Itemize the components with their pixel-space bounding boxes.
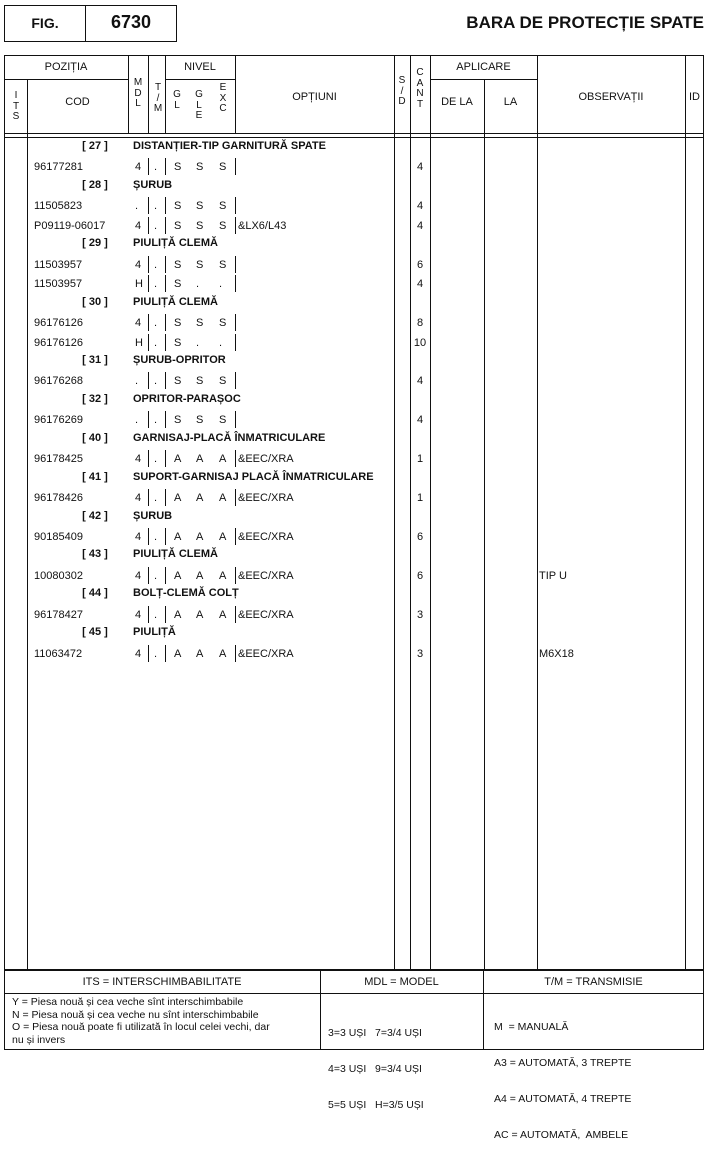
quantity-value: 4: [416, 375, 424, 387]
group-position: [ 45 ]: [82, 626, 108, 638]
legend-mdl-title: MDL = MODEL: [364, 976, 439, 988]
part-code: 11063472: [34, 648, 83, 660]
quantity-value: 6: [416, 570, 424, 582]
tm-value: .: [154, 161, 158, 173]
quantity-value: 4: [416, 200, 424, 212]
gle-value: S: [196, 161, 204, 173]
group-name: PIULIȚĂ CLEMĂ: [133, 548, 218, 560]
tm-value: .: [154, 453, 158, 465]
quantity-value: 10: [413, 337, 427, 349]
legend-mdl-text: 3=3 UȘI 7=3/4 UȘI 4=3 UȘI 9=3/4 UȘI 5=5 UȘI H=3/5 UȘI: [328, 1027, 424, 1111]
col-header-gle: G L E: [195, 89, 203, 121]
mdl-value: 4: [135, 220, 142, 232]
gl-value: S: [174, 375, 182, 387]
group-name: OPRITOR-PARAȘOC: [133, 393, 241, 405]
gle-value: A: [196, 453, 204, 465]
part-code: 90185409: [34, 531, 83, 543]
exc-value: A: [219, 609, 227, 621]
option-value: &LX6/L43: [238, 220, 287, 232]
group-position: [ 30 ]: [82, 296, 108, 308]
observation-value: TIP U: [539, 570, 567, 582]
tm-value: .: [154, 337, 158, 349]
mdl-value: .: [135, 200, 139, 212]
legend-tm-text: M = MANUALĂ A3 = AUTOMATĂ, 3 TREPTE A4 = AUTOMATĂ, 4 TREPTE AC = AUTOMATĂ, AMBELE: [494, 1021, 632, 1141]
part-code: 96176268: [34, 375, 83, 387]
exc-value: A: [219, 648, 227, 660]
gl-value: S: [174, 161, 182, 173]
gle-value: A: [196, 492, 204, 504]
tm-value: .: [154, 492, 158, 504]
tm-value: .: [154, 317, 158, 329]
gl-value: S: [174, 278, 182, 290]
gle-value: .: [196, 278, 200, 290]
part-code: 96176126: [34, 337, 83, 349]
group-position: [ 32 ]: [82, 393, 108, 405]
part-code: 11505823: [34, 200, 83, 212]
gl-value: A: [174, 531, 182, 543]
tm-value: .: [154, 375, 158, 387]
gle-value: A: [196, 531, 204, 543]
group-position: [ 29 ]: [82, 237, 108, 249]
group-name: SUPORT-GARNISAJ PLACĂ ÎNMATRICULARE: [133, 471, 374, 483]
group-name: ȘURUB: [133, 510, 173, 522]
col-header-gl: G L: [173, 89, 181, 111]
gle-value: S: [196, 317, 204, 329]
part-code: 96178427: [34, 609, 83, 621]
col-header-its: I T S: [12, 90, 20, 122]
mdl-value: 4: [135, 453, 142, 465]
col-header-exc: E X C: [219, 82, 227, 114]
part-code: 96176126: [34, 317, 83, 329]
mdl-value: 4: [135, 259, 142, 271]
legend-its-text: Y = Piesa nouă și cea veche sînt interschimbabile N = Piesa nouă și cea veche nu sînt interschimbabile O = Piesa nouă poate fi utilizată în locul celei vechi, dar nu și invers: [12, 996, 270, 1046]
group-position: [ 43 ]: [82, 548, 108, 560]
gle-value: S: [196, 414, 204, 426]
col-header-nivel: NIVEL: [184, 61, 216, 73]
gl-value: S: [174, 337, 182, 349]
group-position: [ 42 ]: [82, 510, 108, 522]
gle-value: .: [196, 337, 200, 349]
option-value: &EEC/XRA: [238, 648, 294, 660]
group-name: PIULIȚĂ: [133, 626, 176, 638]
header-bottom-rule: [4, 133, 704, 134]
option-value: &EEC/XRA: [238, 609, 294, 621]
col-header-tm: T / M: [153, 82, 163, 114]
col-header-optiuni: OPȚIUNI: [292, 91, 337, 103]
gle-value: S: [196, 259, 204, 271]
tm-value: .: [154, 220, 158, 232]
group-name: PIULIȚĂ CLEMĂ: [133, 237, 218, 249]
group-name: GARNISAJ-PLACĂ ÎNMATRICULARE: [133, 432, 326, 444]
exc-value: S: [219, 317, 227, 329]
fig-number: 6730: [110, 12, 152, 32]
gle-value: A: [196, 609, 204, 621]
gle-value: S: [196, 375, 204, 387]
tm-value: .: [154, 278, 158, 290]
exc-value: S: [219, 414, 227, 426]
exc-value: S: [219, 200, 227, 212]
col-header-pozitia: POZIȚIA: [44, 61, 88, 73]
mdl-value: .: [135, 414, 139, 426]
page-title: BARA DE PROTECȚIE SPATE: [466, 13, 704, 32]
tm-value: .: [154, 259, 158, 271]
group-position: [ 41 ]: [82, 471, 108, 483]
gle-value: A: [196, 570, 204, 582]
tm-value: .: [154, 609, 158, 621]
part-code: 96178426: [34, 492, 83, 504]
gl-value: S: [174, 414, 182, 426]
part-code: 11503957: [34, 259, 83, 271]
col-header-id: ID: [689, 91, 700, 103]
mdl-value: H: [135, 337, 143, 349]
tm-value: .: [154, 570, 158, 582]
part-code: 96176269: [34, 414, 83, 426]
quantity-value: 3: [416, 609, 424, 621]
col-header-cod: COD: [65, 96, 90, 108]
fig-label: FIG.: [31, 15, 59, 31]
part-code: 96178425: [34, 453, 83, 465]
exc-value: S: [219, 161, 227, 173]
mdl-value: H: [135, 278, 143, 290]
mdl-value: 4: [135, 492, 142, 504]
group-name: BOLȚ-CLEMĂ COLȚ: [133, 587, 239, 599]
exc-value: S: [219, 220, 227, 232]
exc-value: .: [219, 278, 223, 290]
group-name: PIULIȚĂ CLEMĂ: [133, 296, 218, 308]
tm-value: .: [154, 648, 158, 660]
part-code: 10080302: [34, 570, 83, 582]
group-position: [ 31 ]: [82, 354, 108, 366]
group-position: [ 27 ]: [82, 140, 108, 152]
col-header-sd: S / D: [398, 75, 406, 107]
gle-value: S: [196, 200, 204, 212]
option-value: &EEC/XRA: [238, 570, 294, 582]
quantity-value: 4: [416, 220, 424, 232]
tm-value: .: [154, 414, 158, 426]
legend-its-title: ITS = INTERSCHIMBABILITATE: [82, 976, 242, 988]
mdl-value: 4: [135, 570, 142, 582]
gle-value: S: [196, 220, 204, 232]
gl-value: S: [174, 220, 182, 232]
mdl-value: 4: [135, 609, 142, 621]
gl-value: S: [174, 259, 182, 271]
tm-value: .: [154, 200, 158, 212]
gle-value: A: [196, 648, 204, 660]
exc-value: S: [219, 259, 227, 271]
mdl-value: 4: [135, 161, 142, 173]
quantity-value: 6: [416, 531, 424, 543]
gl-value: A: [174, 492, 182, 504]
part-code: 11503957: [34, 278, 83, 290]
gl-value: S: [174, 200, 182, 212]
col-header-cant: C A N T: [416, 67, 424, 110]
group-position: [ 44 ]: [82, 587, 108, 599]
part-code: 96177281: [34, 161, 83, 173]
quantity-value: 8: [416, 317, 424, 329]
group-name: ȘURUB-OPRITOR: [133, 354, 226, 366]
quantity-value: 4: [416, 161, 424, 173]
gl-value: A: [174, 453, 182, 465]
gl-value: S: [174, 317, 182, 329]
part-code: P09119-06017: [34, 220, 106, 232]
quantity-value: 6: [416, 259, 424, 271]
mdl-value: 4: [135, 531, 142, 543]
quantity-value: 4: [416, 414, 424, 426]
group-name: ȘURUB: [133, 179, 173, 191]
mdl-value: 4: [135, 648, 142, 660]
exc-value: S: [219, 375, 227, 387]
gl-value: A: [174, 648, 182, 660]
col-header-de-la: DE LA: [441, 96, 473, 108]
exc-value: A: [219, 531, 227, 543]
exc-value: A: [219, 570, 227, 582]
mdl-value: .: [135, 375, 139, 387]
gl-value: A: [174, 570, 182, 582]
col-header-aplicare: APLICARE: [456, 61, 511, 73]
tm-value: .: [154, 531, 158, 543]
option-value: &EEC/XRA: [238, 492, 294, 504]
group-name: DISTANȚIER-TIP GARNITURĂ SPATE: [133, 140, 326, 152]
group-position: [ 40 ]: [82, 432, 108, 444]
group-position: [ 28 ]: [82, 179, 108, 191]
mdl-value: 4: [135, 317, 142, 329]
quantity-value: 4: [416, 278, 424, 290]
exc-value: A: [219, 453, 227, 465]
col-header-mdl: M D L: [133, 77, 143, 109]
quantity-value: 3: [416, 648, 424, 660]
quantity-value: 1: [416, 492, 424, 504]
col-header-observatii: OBSERVAȚII: [578, 91, 644, 103]
observation-value: M6X18: [539, 648, 574, 660]
option-value: &EEC/XRA: [238, 453, 294, 465]
gl-value: A: [174, 609, 182, 621]
quantity-value: 1: [416, 453, 424, 465]
legend-tm-title: T/M = TRANSMISIE: [544, 976, 643, 988]
exc-value: .: [219, 337, 223, 349]
option-value: &EEC/XRA: [238, 531, 294, 543]
col-header-la: LA: [503, 96, 518, 108]
exc-value: A: [219, 492, 227, 504]
